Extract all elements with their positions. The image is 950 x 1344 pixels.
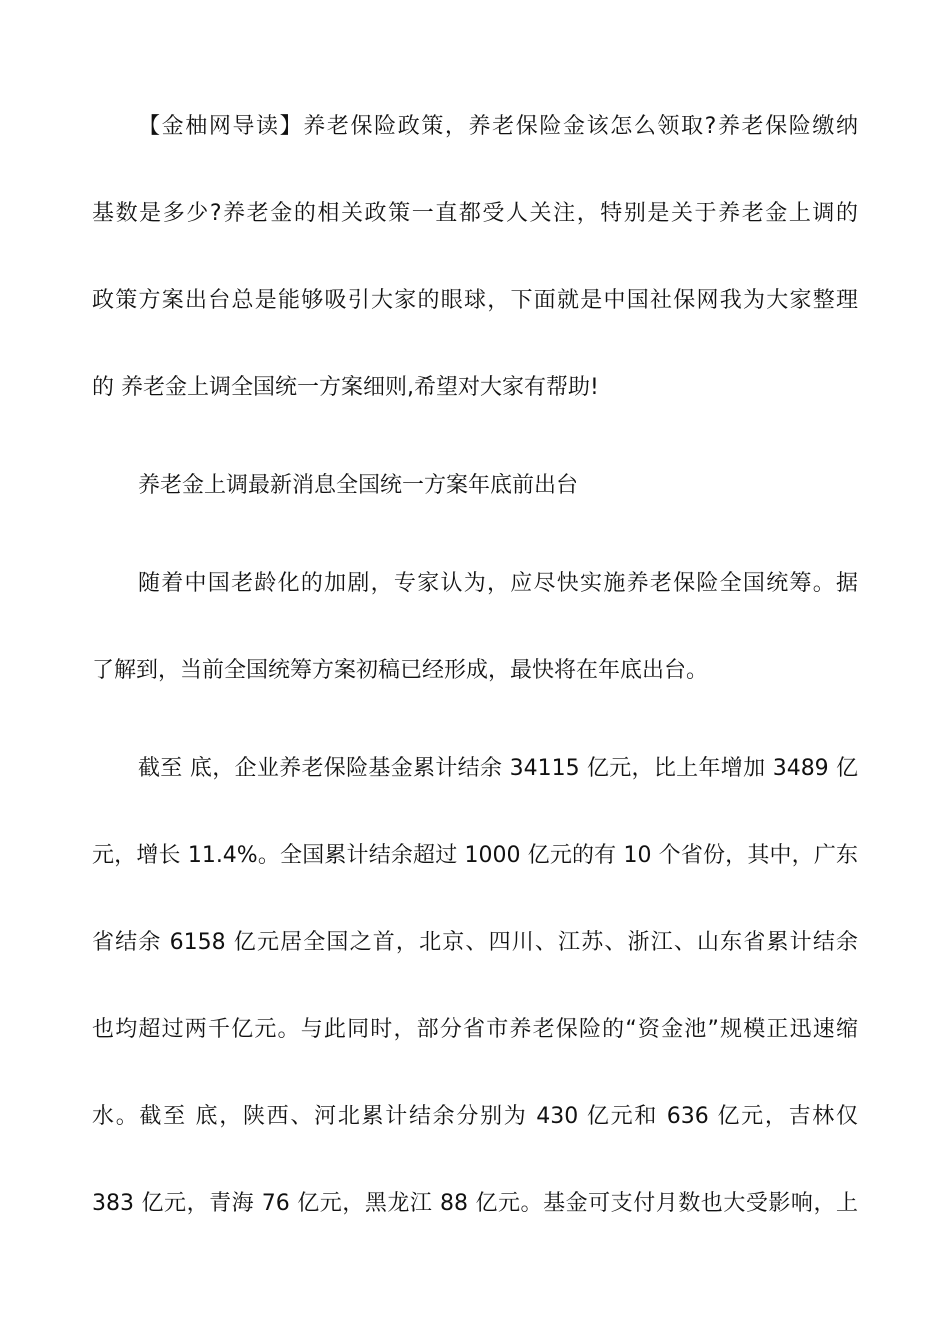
fund-line-2: 元，增长 11.4%。全国累计结余超过 1000 亿元的有 10 个省份，其中，广东 bbox=[92, 843, 858, 868]
intro-line-1: 【金柚网导读】养老保险政策，养老保险金该怎么领取?养老保险缴纳 bbox=[138, 114, 858, 139]
fund-line-4: 也均超过两千亿元。与此同时，部分省市养老保险的“资金池”规模正迅速缩 bbox=[92, 1017, 858, 1042]
section-heading: 养老金上调最新消息全国统一方案年底前出台 bbox=[138, 473, 579, 498]
fund-line-1: 截至 底，企业养老保险基金累计结余 34115 亿元，比上年增加 3489 亿 bbox=[138, 756, 858, 781]
fund-line-6: 383 亿元，青海 76 亿元，黑龙江 88 亿元。基金可支付月数也大受影响，上 bbox=[92, 1191, 858, 1216]
intro-line-2: 基数是多少?养老金的相关政策一直都受人关注，特别是关于养老金上调的 bbox=[92, 201, 858, 226]
fund-line-3: 省结余 6158 亿元居全国之首，北京、四川、江苏、浙江、山东省累计结余 bbox=[92, 930, 858, 955]
aging-line-1: 随着中国老龄化的加剧，专家认为，应尽快实施养老保险全国统筹。据 bbox=[138, 571, 858, 596]
fund-line-5: 水。截至 底，陕西、河北累计结余分别为 430 亿元和 636 亿元，吉林仅 bbox=[92, 1104, 858, 1129]
intro-line-4: 的 养老金上调全国统一方案细则,希望对大家有帮助! bbox=[92, 375, 599, 400]
aging-line-2: 了解到，当前全国统筹方案初稿已经形成，最快将在年底出台。 bbox=[92, 658, 709, 683]
intro-line-3: 政策方案出台总是能够吸引大家的眼球，下面就是中国社保网我为大家整理 bbox=[92, 288, 858, 313]
